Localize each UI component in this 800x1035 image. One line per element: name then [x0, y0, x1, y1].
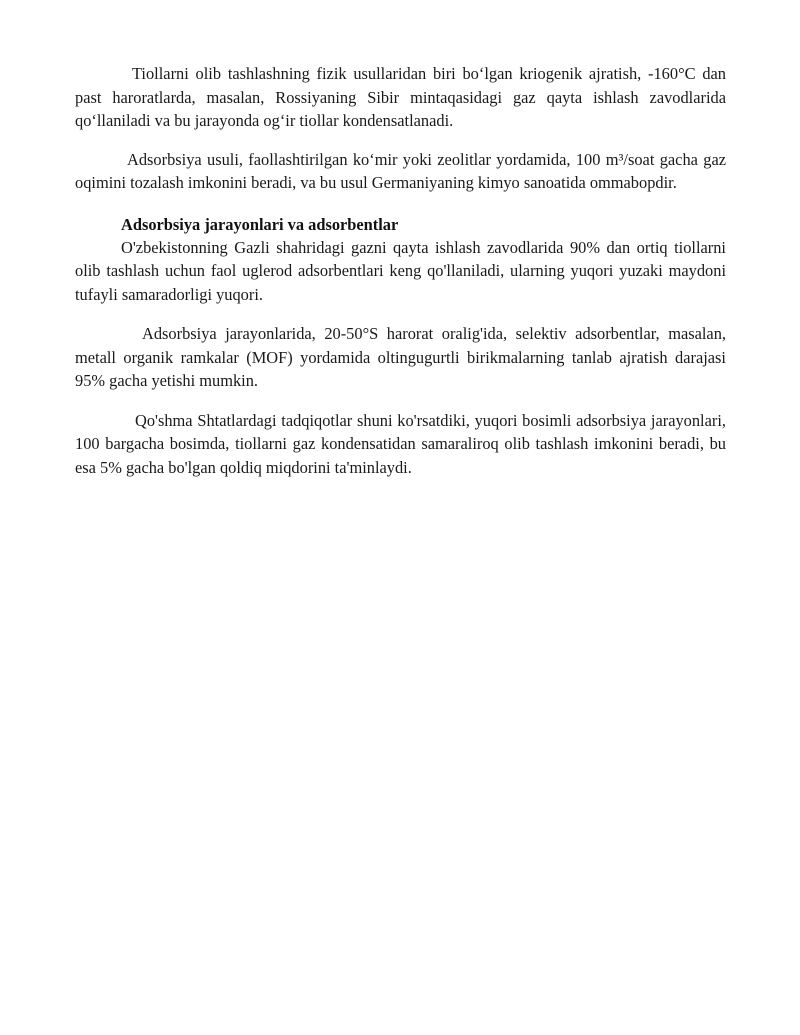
- paragraph-cryogenic-separation: Tiollarni olib tashlashning fizik usullaridan biri bo‘lgan kriogenik ajratish, -160°C dan past haroratlarda, masalan, Rossiyaning Sibir mintaqasidagi gaz qayta ishlash zavodlarida qo‘llaniladi va bu jarayonda og‘ir tiollar kondensatlanadi.: [75, 64, 726, 130]
- paragraph-mof-adsorbents: Adsorbsiya jarayonlarida, 20-50°S harorat oralig'ida, selektiv adsorbentlar, masalan, metall organik ramkalar (MOF) yordamida oltingugurtli birikmalarning tanlab ajratish darajasi 95% gacha yetishi mumkin.: [75, 324, 726, 390]
- section-heading: Adsorbsiya jarayonlari va adsorbentlar: [121, 214, 399, 234]
- paragraph-usa-research: Qo'shma Shtatlardagi tadqiqotlar shuni ko'rsatdiki, yuqori bosimli adsorbsiya jarayonlari, 100 bargacha bosimda, tiollarni gaz kondensatidan samaraliroq olib tashlash imkonini beradi, bu esa 5% gacha bo'lgan qoldiq miqdorini ta'minlaydi.: [75, 410, 726, 477]
- document-body: [75, 62, 726, 479]
- paragraph-adsorption-method: Adsorbsiya usuli, faollashtirilgan ko‘mir yoki zeolitlar yordamida, 100 m³/soat gacha gaz oqimini tozalash imkonini beradi, va bu usul Germaniyaning kimyo sanoatida ommabopdir.: [75, 149, 726, 192]
- paragraph-gazli-adsorbents: O'zbekistonning Gazli shahridagi gazni qayta ishlash zavodlarida 90% dan ortiq tiollarni olib tashlash uchun faol uglerod adsorbentlari keng qo'llaniladi, ularning yuqori yuzaki maydoni tufayli samaradorligi yuqori.: [75, 237, 726, 304]
